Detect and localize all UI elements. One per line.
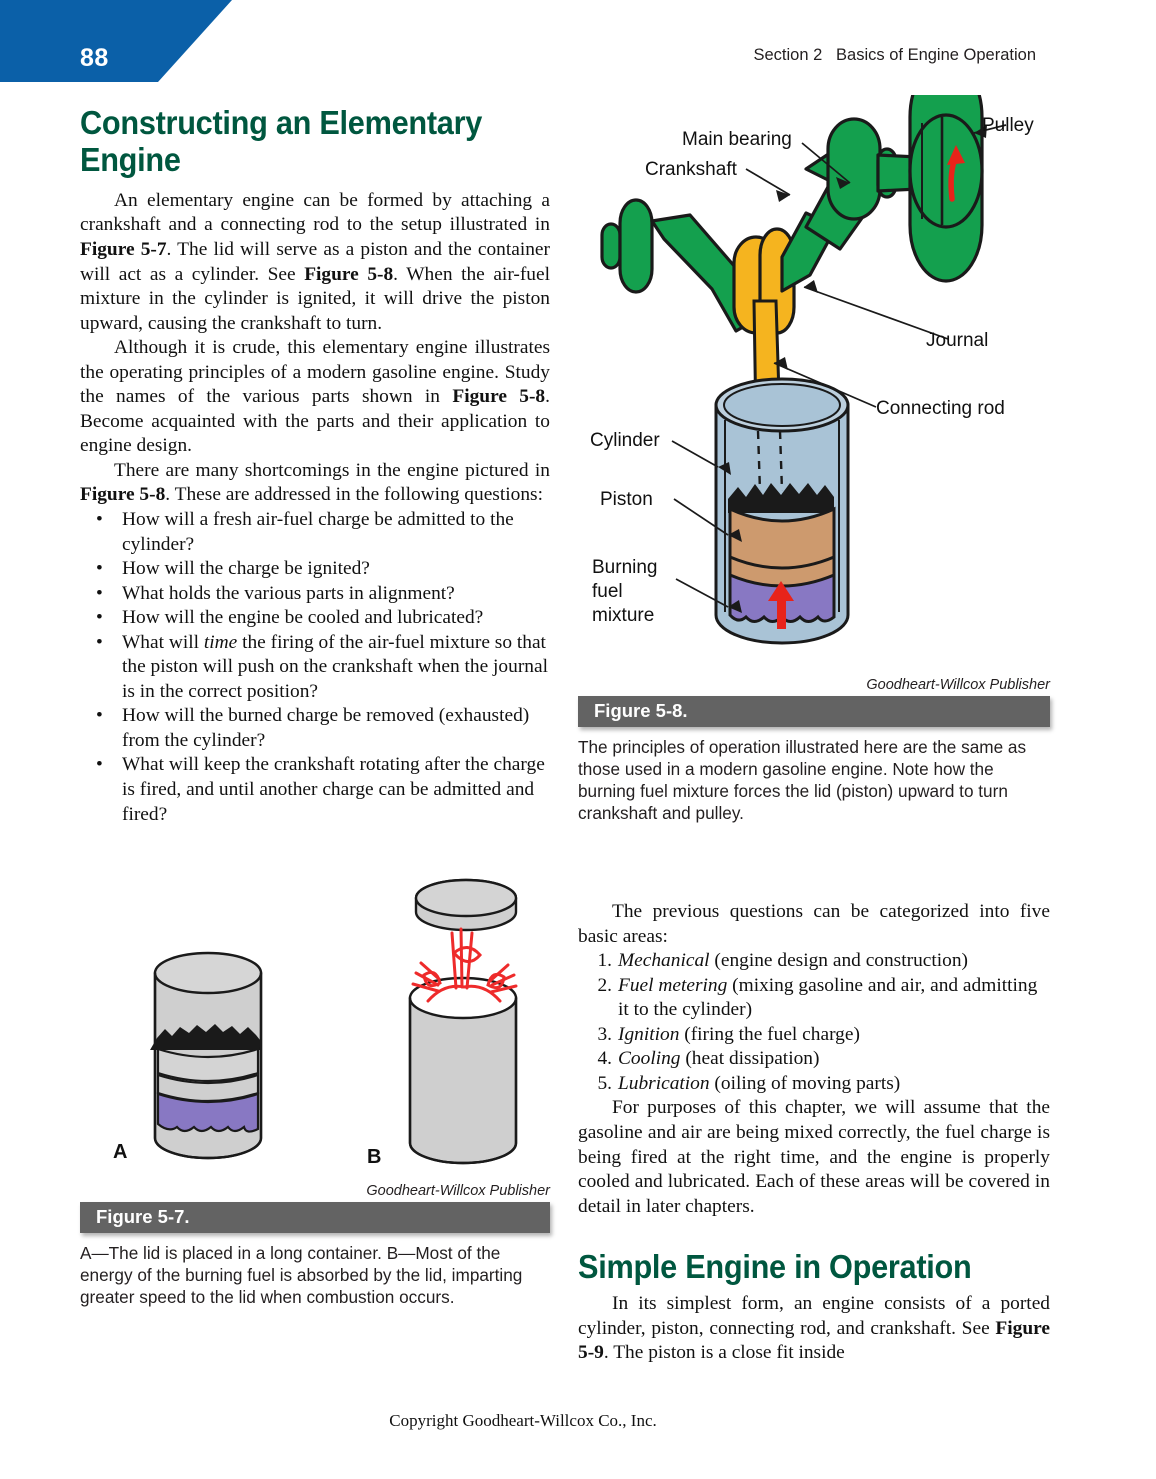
rp3-figref: Figure 5-9 bbox=[578, 1317, 1050, 1364]
p2-part-a: Although it is crude, this elementary engine illustrates the operating principles of a modern gasoline engine. Study the names of the various parts shown in bbox=[80, 337, 550, 408]
area-number: 1. bbox=[597, 950, 612, 972]
area-number: 3. bbox=[597, 1023, 612, 1045]
page-number-tab bbox=[0, 0, 232, 82]
container-a bbox=[150, 953, 261, 1158]
container-b bbox=[410, 880, 516, 1163]
figure-5-8-svg bbox=[578, 95, 1050, 691]
right-paragraph-1: The previous questions can be categorized into five basic areas: bbox=[578, 901, 1050, 947]
callout-connecting-rod: Connecting rod bbox=[876, 398, 1005, 419]
p2-part-b: . Become acquainted with the parts and their application to engine design. bbox=[80, 386, 550, 457]
main-bearing-collar bbox=[828, 119, 880, 219]
callout-piston: Piston bbox=[600, 489, 653, 510]
bullet-glyph: • bbox=[96, 582, 103, 604]
callout-cylinder: Cylinder bbox=[590, 430, 660, 451]
figure-5-8-caption: The principles of operation illustrated here are the same as those used in a modern gasoline engine. Note how the burning fuel mixture forces the lid (piston) upward to turn crankshaft and pulley. bbox=[578, 737, 1027, 824]
question-item: • How will the charge be ignited? bbox=[80, 557, 550, 582]
p3-part-b: . These are addressed in the following questions: bbox=[165, 484, 543, 506]
figure-5-8-credit: Goodheart-Willcox Publisher bbox=[866, 677, 1050, 693]
page-number: 88 bbox=[80, 44, 109, 72]
p1-part-c: . When the air-fuel mixture in the cylinder is ignited, it will drive the piston upward, causing the crankshaft to turn. bbox=[80, 263, 550, 334]
bullet-glyph: • bbox=[96, 631, 103, 653]
bullet-glyph: • bbox=[96, 607, 103, 629]
rp3-b: . The piston is a close fit inside bbox=[603, 1342, 845, 1364]
question-item: • How will a fresh air-fuel charge be admitted to the cylinder? bbox=[96, 509, 514, 555]
question-item: • What will time the firing of the air-fuel mixture so that the piston will push on the crankshaft when the journal is in the correct position? bbox=[96, 631, 548, 702]
question-item: • What holds the various parts in alignment? bbox=[80, 582, 550, 607]
copyright-line: Copyright Goodheart-Willcox Co., Inc. bbox=[389, 1411, 657, 1430]
area-number: 5. bbox=[597, 1072, 612, 1094]
callout-pulley: Pulley bbox=[982, 115, 1034, 136]
area-item: 2. Fuel metering (mixing gasoline and air, and admitting it to the cylinder) bbox=[578, 974, 1050, 1023]
area-term: Lubrication bbox=[618, 1072, 710, 1094]
area-item: 5. Lubrication (oiling of moving parts) bbox=[578, 1072, 1050, 1097]
area-number: 2. bbox=[597, 974, 612, 996]
area-term: Cooling bbox=[618, 1048, 681, 1070]
area-number: 4. bbox=[597, 1048, 612, 1070]
running-head: Section 2 Basics of Engine Operation bbox=[753, 46, 1036, 64]
paragraph-1 bbox=[80, 189, 550, 336]
question-item: • What will keep the crankshaft rotating after the charge is fired, and until another charge can be admitted and fired? bbox=[96, 754, 545, 825]
callout-burning-3: mixture bbox=[592, 605, 655, 626]
five-areas-list bbox=[578, 949, 1050, 1096]
right-column bbox=[578, 95, 1050, 1366]
figure-5-7-label-a: A bbox=[113, 1141, 128, 1164]
bullet-glyph: • bbox=[96, 509, 103, 531]
area-term: Fuel metering bbox=[618, 974, 728, 996]
question-emphasis: time bbox=[203, 631, 238, 653]
rp3-a: In its simplest form, an engine consists of a ported cylinder, piston, connecting rod, and crankshaft. See bbox=[578, 1293, 1050, 1339]
right-paragraph-3 bbox=[578, 1292, 1050, 1366]
section-title-simple-engine bbox=[578, 1249, 1017, 1286]
paragraph-2 bbox=[80, 336, 550, 459]
p1-figref-2: Figure 5-8 bbox=[304, 263, 394, 285]
area-term: Ignition bbox=[618, 1023, 680, 1045]
p2-figref: Figure 5-8 bbox=[452, 386, 546, 408]
figure-5-8-image bbox=[578, 95, 1050, 691]
p1-part-a: An elementary engine can be formed by attaching a crankshaft and a connecting rod to the setup illustrated in bbox=[80, 189, 550, 236]
p3-part-a: There are many shortcomings in the engine pictured in bbox=[114, 459, 550, 481]
figure-5-7-image bbox=[80, 853, 550, 1183]
figure-5-7-credit: Goodheart-Willcox Publisher bbox=[366, 1183, 550, 1200]
question-item: • How will the engine be cooled and lubricated? bbox=[80, 606, 550, 631]
bullet-glyph: • bbox=[96, 705, 103, 727]
right-paragraph-2: For purposes of this chapter, we will assume that the gasoline and air are being mixed correctly, the fuel charge is being fired at the right time, and the engine is properly cooled and lubricated. Each of these areas will be covered in detail in later chapters. bbox=[578, 1097, 1050, 1217]
area-item: 4. Cooling (heat dissipation) bbox=[578, 1047, 1050, 1072]
area-item: 1. Mechanical (engine design and construction) bbox=[578, 949, 1050, 974]
page-title bbox=[80, 105, 517, 179]
question-item: • How will the burned charge be removed (exhausted) from the cylinder? bbox=[96, 705, 530, 751]
piston-shape bbox=[730, 509, 834, 588]
figure-5-7-svg bbox=[80, 853, 550, 1183]
figure-5-7-bar: Figure 5-7. bbox=[80, 1202, 550, 1233]
callout-crankshaft: Crankshaft bbox=[645, 159, 737, 180]
bullet-glyph: • bbox=[96, 754, 103, 776]
figure-5-8-bar: Figure 5-8. bbox=[578, 696, 1050, 727]
p3-figref: Figure 5-8 bbox=[80, 484, 166, 506]
question-list bbox=[80, 508, 550, 827]
bullet-glyph: • bbox=[96, 558, 103, 580]
section-title-text: Simple Engine in Operation bbox=[578, 1248, 972, 1286]
p1-part-b: . The lid will serve as a piston and the container will act as a cylinder. See bbox=[80, 239, 550, 285]
figure-5-7-label-b: B bbox=[367, 1146, 382, 1169]
left-column bbox=[80, 105, 550, 1308]
callout-burning-2: fuel bbox=[592, 581, 623, 602]
p1-figref-1: Figure 5-7 bbox=[80, 239, 167, 260]
paragraph-3 bbox=[80, 459, 550, 508]
area-item: 3. Ignition (firing the fuel charge) bbox=[578, 1023, 1050, 1048]
figure-5-7-caption: A—The lid is placed in a long container. B—Most of the energy of the burning fuel is absorbed by the lid, imparting greater speed to the lid when combustion occurs. bbox=[80, 1243, 523, 1308]
callout-journal: Journal bbox=[926, 330, 989, 351]
page-title-text: Constructing an Elementary Engine bbox=[80, 104, 483, 178]
area-term: Mechanical bbox=[618, 950, 710, 972]
crankshaft-assembly bbox=[602, 95, 982, 333]
callout-burning-1: Burning bbox=[592, 557, 658, 578]
callout-main-bearing: Main bearing bbox=[682, 129, 792, 150]
